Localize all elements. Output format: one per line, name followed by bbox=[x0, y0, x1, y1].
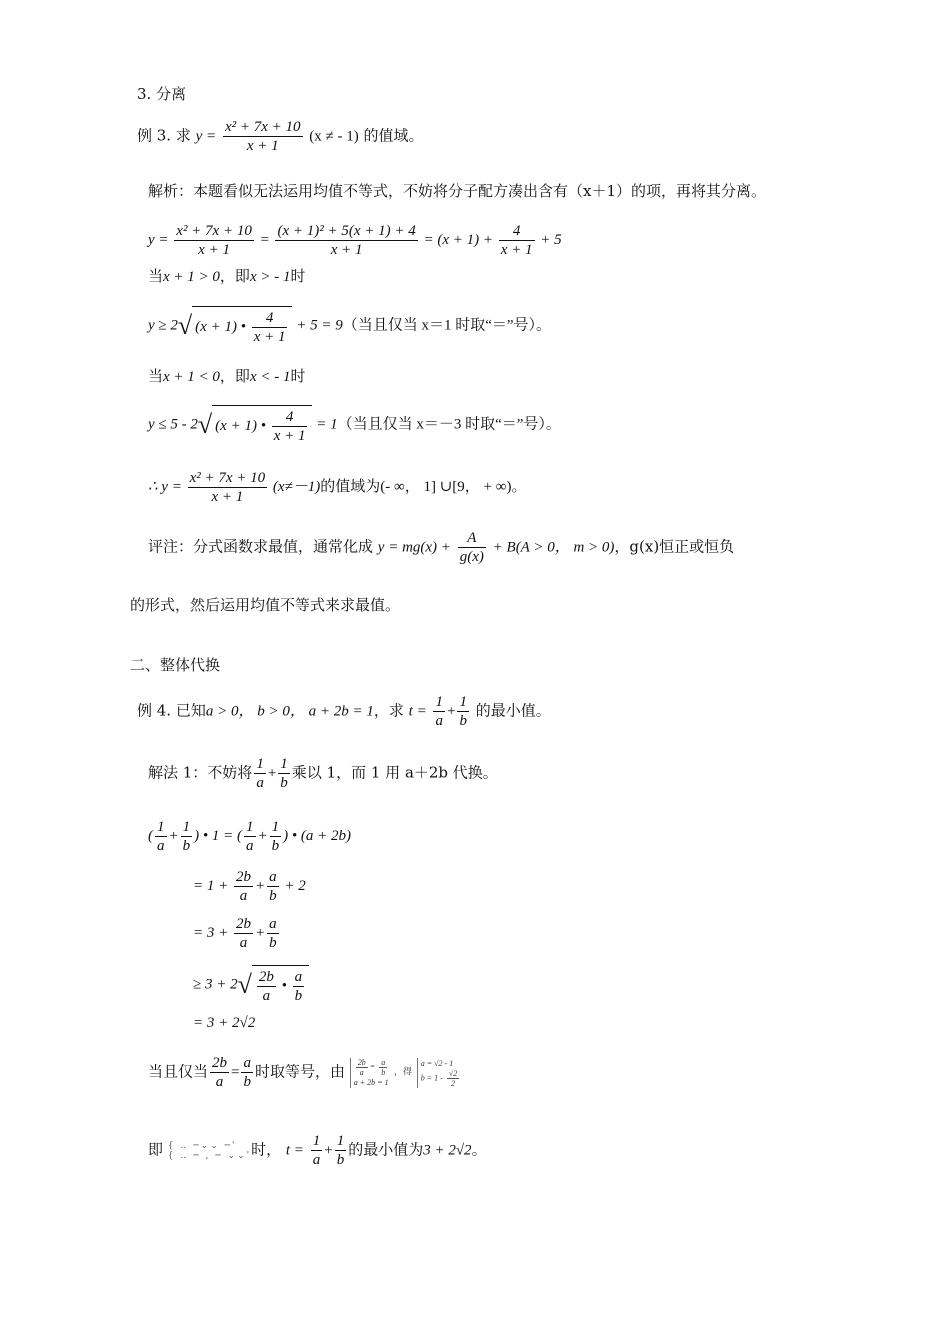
conclusion-3: ∴ y = $\frac{\text{x² + 7x + 10}}{x + 1}$ (x≠－1)的值域为(- ∞， 1] ∪[9， + ∞)。 bbox=[148, 470, 527, 505]
example-3-fraction: $\frac{\text{x² + 7x + 10}}{x + 1}$ bbox=[224, 119, 301, 154]
example-3-label: 例 3. 求 bbox=[137, 126, 191, 145]
sqrt-symbol: √ $\frac{2b}{a}$ • $\frac{a}{b}$ bbox=[238, 965, 310, 1005]
section-heading-separation: 3. 分离 bbox=[137, 85, 187, 103]
inequality-2: y ≤ 5 - 2√ (x + 1) • $\frac{4}{x + 1}$ = 1（当且仅当 x＝－3 时取“＝”号）。 bbox=[148, 405, 561, 445]
equality-condition: 当且仅当 $\frac{2b}{a}$ = $\frac{a}{b}$ 时取等号，由 $\frac{2b}{a}$ = $\frac{a}{b}$ a + 2b = 1 ，得 a = √2 - 1 b = 1 - $\frac{√2}{2}$ bbox=[148, 1054, 461, 1091]
final-answer: 即 { ‥ ─⌄⌄ ─' { ‥ ─ , ─ ⌄⌄'时， t = $\frac{1}{a}$ + $\frac{1}{b}$ 的最小值为3 + 2√2。 bbox=[148, 1133, 487, 1168]
remark-line-1: 评注：分式函数求最值，通常化成 y = mg(x) + $\frac{A}{g(x)}$ + B(A > 0， m > 0)，g(x)恒正或恒负 bbox=[148, 530, 735, 565]
solution-4-intro: 解法 1：不妨将 $\frac{1}{a}$ + $\frac{1}{b}$ 乘以 1，而 1 用 a＋2b 代换。 bbox=[148, 756, 498, 791]
example-3: 例 3. 求 y = $\frac{\text{x² + 7x + 10}}{x + 1}$ (x ≠ - 1) 的值域。 bbox=[137, 119, 424, 154]
equation-system: $\frac{2b}{a}$ = $\frac{a}{b}$ a + 2b = 1 bbox=[350, 1058, 389, 1088]
sqrt-symbol: √ (x + 1) • $\frac{4}{x + 1}$ bbox=[178, 306, 293, 346]
derivation-line-2: = 1 + $\frac{2b}{a}$ + $\frac{a}{b}$ + 2 bbox=[193, 869, 306, 904]
case-1-condition: 当x + 1 > 0，即x > - 1时 bbox=[148, 267, 306, 285]
section-heading-substitution: 二、整体代换 bbox=[130, 656, 221, 674]
derivation-line-3: = 3 + $\frac{2b}{a}$ + $\frac{a}{b}$ bbox=[193, 916, 277, 951]
example-4: 例 4. 已知a > 0， b > 0， a + 2b = 1，求 t = $\frac{1}{a}$ + $\frac{1}{b}$ 的最小值。 bbox=[137, 694, 551, 729]
derivation-line-5: = 3 + 2√2 bbox=[193, 1015, 256, 1031]
remark-line-2: 的形式，然后运用均值不等式来求最值。 bbox=[130, 596, 401, 614]
solution-3-equation: y = $\frac{\text{x² + 7x + 10}}{x + 1}$ = $\frac{\text{(x + 1)² + 5(x + 1) + 4}}{x + 1}$ = (x + 1) + $\frac{4}{x + 1}$ + 5 bbox=[148, 223, 562, 258]
garbled-system-image: { ‥ ─⌄⌄ ─' { ‥ ─ , ─ ⌄⌄' bbox=[167, 1140, 252, 1161]
solution-3-intro: 解析：本题看似无法运用均值不等式，不妨将分子配方凑出含有（x＋1）的项，再将其分离。 bbox=[148, 182, 767, 200]
solution-system: a = √2 - 1 b = 1 - $\frac{√2}{2}$ bbox=[417, 1058, 461, 1088]
sqrt-symbol: √ (x + 1) • $\frac{4}{x + 1}$ bbox=[198, 405, 313, 445]
derivation-line-4: ≥ 3 + 2√ $\frac{2b}{a}$ • $\frac{a}{b}$ bbox=[193, 965, 309, 1005]
derivation-line-1: ( $\frac{1}{a}$ + $\frac{1}{b}$ ) • 1 = ( $\frac{1}{a}$ + $\frac{1}{b}$ ) • (a + 2b) bbox=[148, 819, 351, 854]
case-2-condition: 当x + 1 < 0，即x < - 1时 bbox=[148, 367, 306, 385]
inequality-1: y ≥ 2√ (x + 1) • $\frac{4}{x + 1}$ + 5 = 9（当且仅当 x＝1 时取“＝”号）。 bbox=[148, 306, 551, 346]
